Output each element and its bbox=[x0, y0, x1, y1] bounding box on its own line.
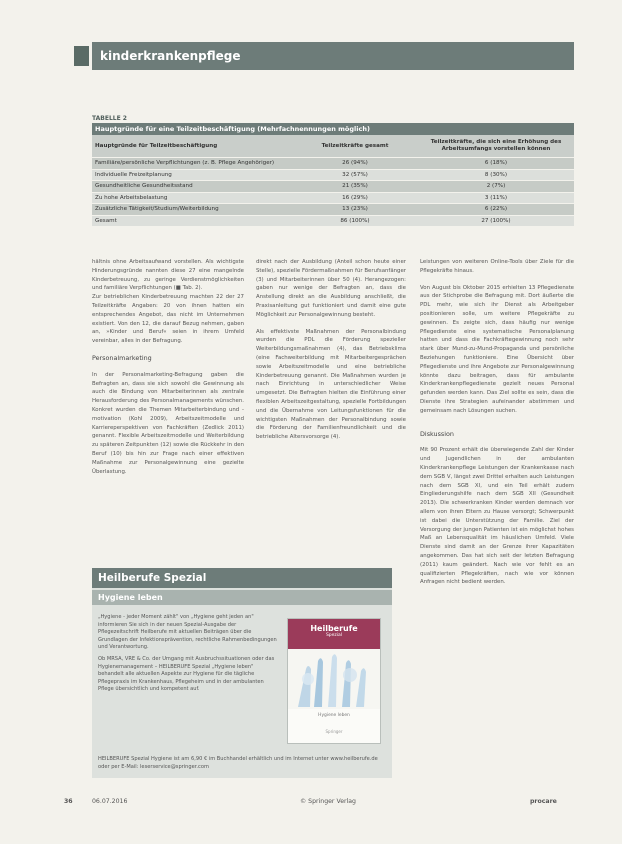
body-paragraph: hältnis ohne Arbeitsaufwand vorstellen. Als wichtigste Hinderungsgründe nannten diese 27 eine mangelnde Kinderbetreuung, zu geringe Verdienstmöglichkeiten und familiäre Verpflichtungen (■ Tab. 2). bbox=[92, 259, 244, 292]
table bbox=[92, 135, 574, 226]
promo-footer: HEILBERUFE Spezial Hygiene ist am 6,90 € im Buchhandel erhältlich und im Internet unter www.heilberufe.de oder per E-Mail: leserservice@springer.com bbox=[98, 756, 378, 770]
table-cell: 21 (35%) bbox=[292, 181, 418, 193]
table-cell: Zusätzliche Tätigkeit/Studium/Weiterbildung bbox=[92, 204, 292, 216]
subheading: Diskussion bbox=[420, 429, 454, 438]
journal-name: procare bbox=[530, 798, 557, 805]
text-column-3 bbox=[420, 258, 574, 788]
table-cell: 3 (11%) bbox=[418, 192, 574, 204]
table-header-row bbox=[92, 135, 574, 158]
table-cell: Familiäre/persönliche Verpflichtungen (z. B. Pflege Angehöriger) bbox=[92, 158, 292, 170]
column-header: Teilzeitkräfte, die sich eine Erhöhung des Arbeitsumfangs vorstellen können bbox=[418, 135, 574, 158]
cover-logo: Springer bbox=[325, 729, 343, 734]
cover-header bbox=[288, 619, 380, 649]
promo-body bbox=[98, 614, 278, 698]
body-paragraph: In der Personalmarketing-Befragung gaben die Befragten an, dass sie sich sowohl die Gewinnung als auch die Bindung von Mitarbeiterinnen als zentrale Herausforderung des Personalmanagements wünschen. Konkret wurden die Themen Mitarbeiterbindung und -motivation (Kohl 2009), Arbeitszeitmodelle und Karriereperspektiven von Fachkräften (Zedlick 2011) genannt. Flexible Arbeitszeitmodelle und Weiterbildung zu späteren Zeitpunkten (12) sowie die Rückkehr in den Beruf (10) bis hin zur Frage nach einer effektiven Maßnahme zur Personalgewinnung eine gezielte Überlastung. bbox=[92, 371, 244, 475]
table-cell: Gesundheitliche Gesundheitsstand bbox=[92, 181, 292, 193]
table-cell: 6 (22%) bbox=[418, 204, 574, 216]
table-cell: Zu hohe Arbeitsbelastung bbox=[92, 192, 292, 204]
table-row bbox=[92, 181, 574, 193]
column-header: Hauptgründe für Teilzeitbeschäftigung bbox=[92, 135, 292, 158]
table-cell: 8 (30%) bbox=[418, 169, 574, 181]
table-row bbox=[92, 158, 574, 170]
table-cell: 16 (29%) bbox=[292, 192, 418, 204]
data-table bbox=[92, 114, 574, 226]
body-paragraph: Mit 90 Prozent erhält die überwiegende Zahl der Kinder und Jugendlichen in der ambulanten Kinderkrankenpflege Leistungen der Krankenkasse nach dem SGB V, längst zwei Drittel erhalten auch Leistungen nach dem SGB XI, und ein Teil erhält zudem Eingliederungshilfe nach dem SGB XII (Gesundheit 2013). Die schwerkranken Kinder werden demnach vor allem von ihren Eltern zu Hause versorgt; Schwerpunkt ist dabei die Unterstützung der Familie. Ziel der Versorgung der jungen Patienten ist ein möglichst hohes Maß an Lebensqualität im häuslichen Umfeld. Viele Dienste sind damit an der Grenze ihrer Kapazitäten angekommen. Das hat sich seit der letzten Befragung (2011) kaum geändert. Nach wie vor fehlt es an qualifizierten Pflegekräften, nach wie vor können Anfragen nicht bedient werden. bbox=[420, 447, 574, 586]
table-title: Hauptgründe für eine Teilzeitbeschäftigung (Mehrfachnennungen möglich) bbox=[92, 123, 574, 135]
body-paragraph: direkt nach der Ausbildung (Anteil schon heute einer Stelle), spezielle Fördermaßnahmen für Berufsanfänger (3) und Mitarbeiterinnen über 50 (4). Herangezogen: gaben nur wenige der Befragten an, dass die Anstellung direkt an die Ausbildung anschließt, die Praxisanleitung gut funktioniert und damit eine gute Möglichkeit zur Personalgewinnung besteht. bbox=[256, 259, 406, 318]
table-cell: Individuelle Freizeitplanung bbox=[92, 169, 292, 181]
table-label: TABELLE 2 bbox=[92, 115, 127, 122]
body-paragraph: Leistungen von weiteren Online-Tools über Ziele für die Pflegekräfte hinaus. bbox=[420, 259, 574, 274]
header-marker bbox=[74, 46, 89, 66]
table-cell: 6 (18%) bbox=[418, 158, 574, 170]
body-paragraph: Als effektivste Maßnahmen der Personalbindung wurden die PDL die Förderung spezieller Weiterbildungsmaßnahmen (4), das Betriebsklima (eine Fachweiterbildung mit Mitarbeitergesprächen sowie Arbeitszeitmodelle und eine betriebliche Kinderbetreuung genannt. Die Maßnahmen wurden je nach Einrichtung in unterschiedlicher Weise umgesetzt. Die Befragten hielten die Einführung einer flexiblen Arbeitszeitgestaltung, spezielle Fortbildungen und die Übernahme von Leitungsfunktionen für die wichtigsten Maßnahmen der Personalbindung sowie die Förderung der Familienfreundlichkeit und die betriebliche Altersvorsorge (4). bbox=[256, 328, 406, 441]
table-cell: 86 (100%) bbox=[292, 215, 418, 226]
table-row-total bbox=[92, 215, 574, 226]
column-header: Teilzeitkräfte gesamt bbox=[292, 135, 418, 158]
promo-paragraph: Ob MRSA, VRE & Co. der Umgang mit Ausbruchssituationen oder das Hygienemanagement – HEILBERUFE Spezial „Hygiene leben" behandelt alle aktuellen Aspekte zur Hygiene für die tägliche Pflegepraxis im Krankenhaus, Pflegeheim und in der ambulanten Pflege übersichtlich und kompetent auf. bbox=[98, 655, 275, 693]
cover-subtitle: Spezial bbox=[325, 633, 343, 638]
magazine-cover-image bbox=[287, 618, 381, 744]
promo-subtitle: Hygiene leben bbox=[92, 590, 392, 605]
text-column-2 bbox=[256, 258, 406, 562]
section-title: kinderkrankenpflege bbox=[100, 49, 241, 63]
cover-title: Heilberufe bbox=[310, 624, 358, 633]
promo-box bbox=[92, 568, 392, 778]
issue-date: 06.07.2016 bbox=[92, 798, 128, 805]
body-paragraph: Von August bis Oktober 2015 erhielten 13 Pflegedienste aus der Stichprobe die Befragung mit. Dort äußerte die PDL mehr, wie sich ihr Dienst als Arbeitgeber positionieren solle, um weitere Pflegekräfte zu gewinnen. Es zeigte sich, dass häufig nur wenige Pflegedienste eine systematische Personalplanung hatten und dass die Fachkräftegewinnung noch sehr stark über Mund-zu-Mund-Propaganda und persönliche Beziehungen funktioniere. Eine Übersicht über Pflegedienste und ihre Angebote zur Personalgewinnung könnte dazu beitragen, dass für ambulante Kinderkrankenpflegedienste gezielt neues Personal gefunden werden kann. Das Ziel sollte es sein, dass die Dienste ihre Strategien aufeinander abstimmen und gemeinsam nach Lösungen suchen. bbox=[420, 284, 574, 414]
table-cell: 13 (23%) bbox=[292, 204, 418, 216]
body-paragraph: Zur betrieblichen Kinderbetreuung machten 22 der 27 Teilzeitkräfte Angaben: 20 von ihnen hatten ein entsprechendes Angebot, das nicht im Unternehmen existiert. Von den 12, die darauf Bezug nehmen, gaben an, »Kinder und Beruf« seien in ihrem Umfeld vereinbar, alles in der Befragung. bbox=[92, 294, 244, 345]
table-cell: 26 (94%) bbox=[292, 158, 418, 170]
publisher: © Springer Verlag bbox=[300, 798, 356, 805]
promo-title: Heilberufe Spezial bbox=[92, 568, 392, 588]
page-number: 36 bbox=[64, 798, 73, 805]
table-cell: 2 (7%) bbox=[418, 181, 574, 193]
section-header bbox=[92, 42, 574, 70]
text-column-1 bbox=[92, 258, 244, 562]
table-cell: 32 (57%) bbox=[292, 169, 418, 181]
table-cell: 27 (100%) bbox=[418, 215, 574, 226]
hands-illustration bbox=[288, 649, 380, 709]
table-row bbox=[92, 169, 574, 181]
promo-paragraph: „Hygiene - jeder Moment zählt" von „Hygiene geht jeden an" informieren Sie sich in der neuen Spezial-Ausgabe der Pflegezeitschrift Heilberufe mit aktuellen Beiträgen über die Grundlagen der Infektionsprävention, rechtliche Rahmenbedingungen und Verantwortung. bbox=[98, 614, 277, 651]
subheading: Personalmarketing bbox=[92, 353, 152, 362]
table-row bbox=[92, 192, 574, 204]
table-cell: Gesamt bbox=[92, 215, 292, 226]
cover-caption: Hygiene leben bbox=[318, 713, 350, 718]
table-row bbox=[92, 204, 574, 216]
